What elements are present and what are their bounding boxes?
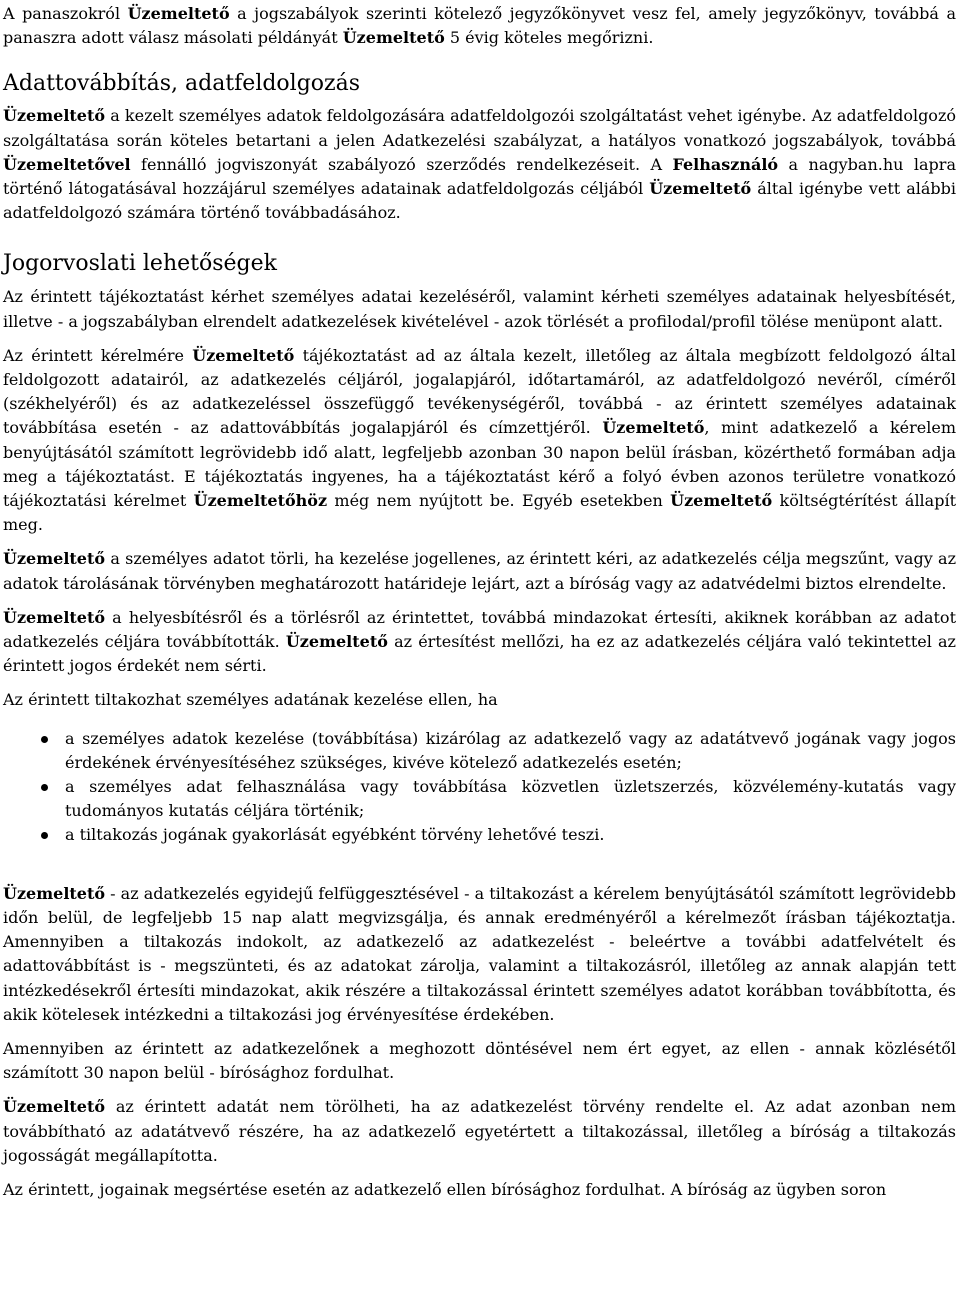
list-item: a személyes adatok kezelése (továbbítása) kizárólag az adatkezelő vagy az adatátvevő jogának vagy jogos érdekének érvényesítéséhez szükséges, kivéve kötelező adatkezelés esetén; (65, 727, 956, 775)
list-item: a tiltakozás jogának gyakorlását egyébként törvény lehetővé teszi. (65, 823, 956, 847)
paragraph-complaints-record: A panaszokról Üzemeltető a jogszabályok szerinti kötelező jegyzőkönyvet vesz fel, amely jegyzőkönyv, továbbá a panaszra adott válasz másolati példányát Üzemeltető 5 évig köteles megőrizni. (3, 4, 957, 48)
list-item: a személyes adat felhasználása vagy továbbítása közvetlen üzletszerzés, közvélemény-kutatás vagy tudományos kutatás céljára történik; (65, 775, 956, 823)
heading-data-transfer: Adattovábbítás, adatfeldolgozás (3, 71, 361, 97)
heading-legal-remedies: Jogorvoslati lehetőségek (3, 251, 277, 277)
bullet-icon (41, 784, 48, 791)
paragraph-deletion-restriction: Üzemeltető az érintett adatát nem törölheti, ha az adatkezelést törvény rendelte el. Az adat azonban nem továbbítható az adatátvevő részére, ha az adatkezelő egyetértett a tiltakozással, illetőleg a bíróság a tiltakozás jogosságát megállapította. (3, 1097, 956, 1165)
paragraph-data-processing: Üzemeltető a kezelt személyes adatok feldolgozására adatfeldolgozói szolgáltatást vehet igénybe. Az adatfeldolgozó szolgáltatása során köteles betartani a jelen Adatkezelési szabályzat, a hatályos vonatkozó jogszabályok, továbbá Üzemeltetővel fennálló jogviszonyát szabályozó szerződés rendelkezéseit. A Felhasználó a nagyban.hu lapra történő látogatásával hozzájárul személyes adatainak adatfeldolgozás céljából Üzemeltető által igénybe vett alábbi adatfeldolgozó számára történő továbbadásához. (3, 106, 956, 223)
paragraph-data-deletion: Üzemeltető a személyes adatot törli, ha kezelése jogellenes, az érintett kéri, az adatkezelés célja megszűnt, vagy az adatok tárolásának törvényben meghatározott határideje lejárt, azt a bíróság vagy az adatvédelmi biztos elrendelte. (3, 549, 956, 593)
bullet-icon (41, 832, 48, 839)
paragraph-operator-information: Az érintett kérelmére Üzemeltető tájékoztatást ad az általa kezelt, illetőleg az általa megbízott feldolgozó által feldolgozott adatairól, az adatkezelés céljáról, jogalapjáról, időtartamáról, az adatfeldolgozó nevéről, címéről (székhelyéről) és az adatkezeléssel összefüggő tevékenységéről, továbbá - az érintett személyes adatainak továbbítása esetén - az adattovábbítás jogalapjáról és címzettjéről. Üzemeltető, mint adatkezelő a kérelem benyújtásától számított legrövidebb idő alatt, legfeljebb azonban 30 napon belül írásban, közérthető formában adja meg a tájékoztatást. E tájékoztatás ingyenes, ha a tájékoztatást kérő a folyó évben azonos területre vonatkozó tájékoztatási kérelmet Üzemeltetőhöz még nem nyújtott be. Egyéb esetekben Üzemeltető költségtérítést állapít meg. (3, 345, 957, 535)
paragraph-information-request: Az érintett tájékoztatást kérhet személyes adatai kezeléséről, valamint kérheti személyes adatainak helyesbítését, illetve - a jogszabályban elrendelt adatkezelések kivételével - azok törlését a profilodal/profil tölése menüpont alatt. (3, 287, 956, 331)
paragraph-objection-intro: Az érintett tiltakozhat személyes adatának kezelése ellen, ha (3, 690, 498, 710)
bullet-icon (41, 736, 48, 743)
paragraph-rights-violation: Az érintett, jogainak megsértése esetén az adatkezelő ellen bírósághoz fordulhat. A bíróság az ügyben soron (3, 1179, 887, 1199)
paragraph-court-appeal: Amennyiben az érintett az adatkezelőnek a meghozott döntésével nem ért egyet, az ellen - annak közlésétől számított 30 napon belül - bírósághoz fordulhat. (3, 1038, 956, 1083)
paragraph-objection-review: Üzemeltető - az adatkezelés egyidejű felfüggesztésével - a tiltakozást a kérelem benyújtásától számított legrövidebb időn belül, de legfeljebb 15 nap alatt megvizsgálja, és annak eredményéről a kérelmezőt írásban tájékoztatja. Amennyiben a tiltakozás indokolt, az adatkezelő az adatkezelést - beleértve a további adatfelvételt és adattovábbítást is - megszünteti, és az adatokat zárolja, valamint a tiltakozásról, illetőleg az annak alapján tett intézkedésekről értesíti mindazokat, akik részére a tiltakozással érintett személyes adatot korábban továbbította, és akik kötelesek intézkedni a tiltakozási jog érvényesítése érdekében. (3, 883, 956, 1024)
objection-list (3, 727, 956, 848)
paragraph-correction-notice: Üzemeltető a helyesbítésről és a törlésről az érintettet, továbbá mindazokat értesíti, akiknek korábban az adatot adatkezelés céljára továbbították. Üzemeltető az értesítést mellőzi, ha ez az adatkezelés céljára való tekintettel az érintett jogos érdekét nem sérti. (3, 607, 956, 676)
document-page (3, 0, 956, 1202)
